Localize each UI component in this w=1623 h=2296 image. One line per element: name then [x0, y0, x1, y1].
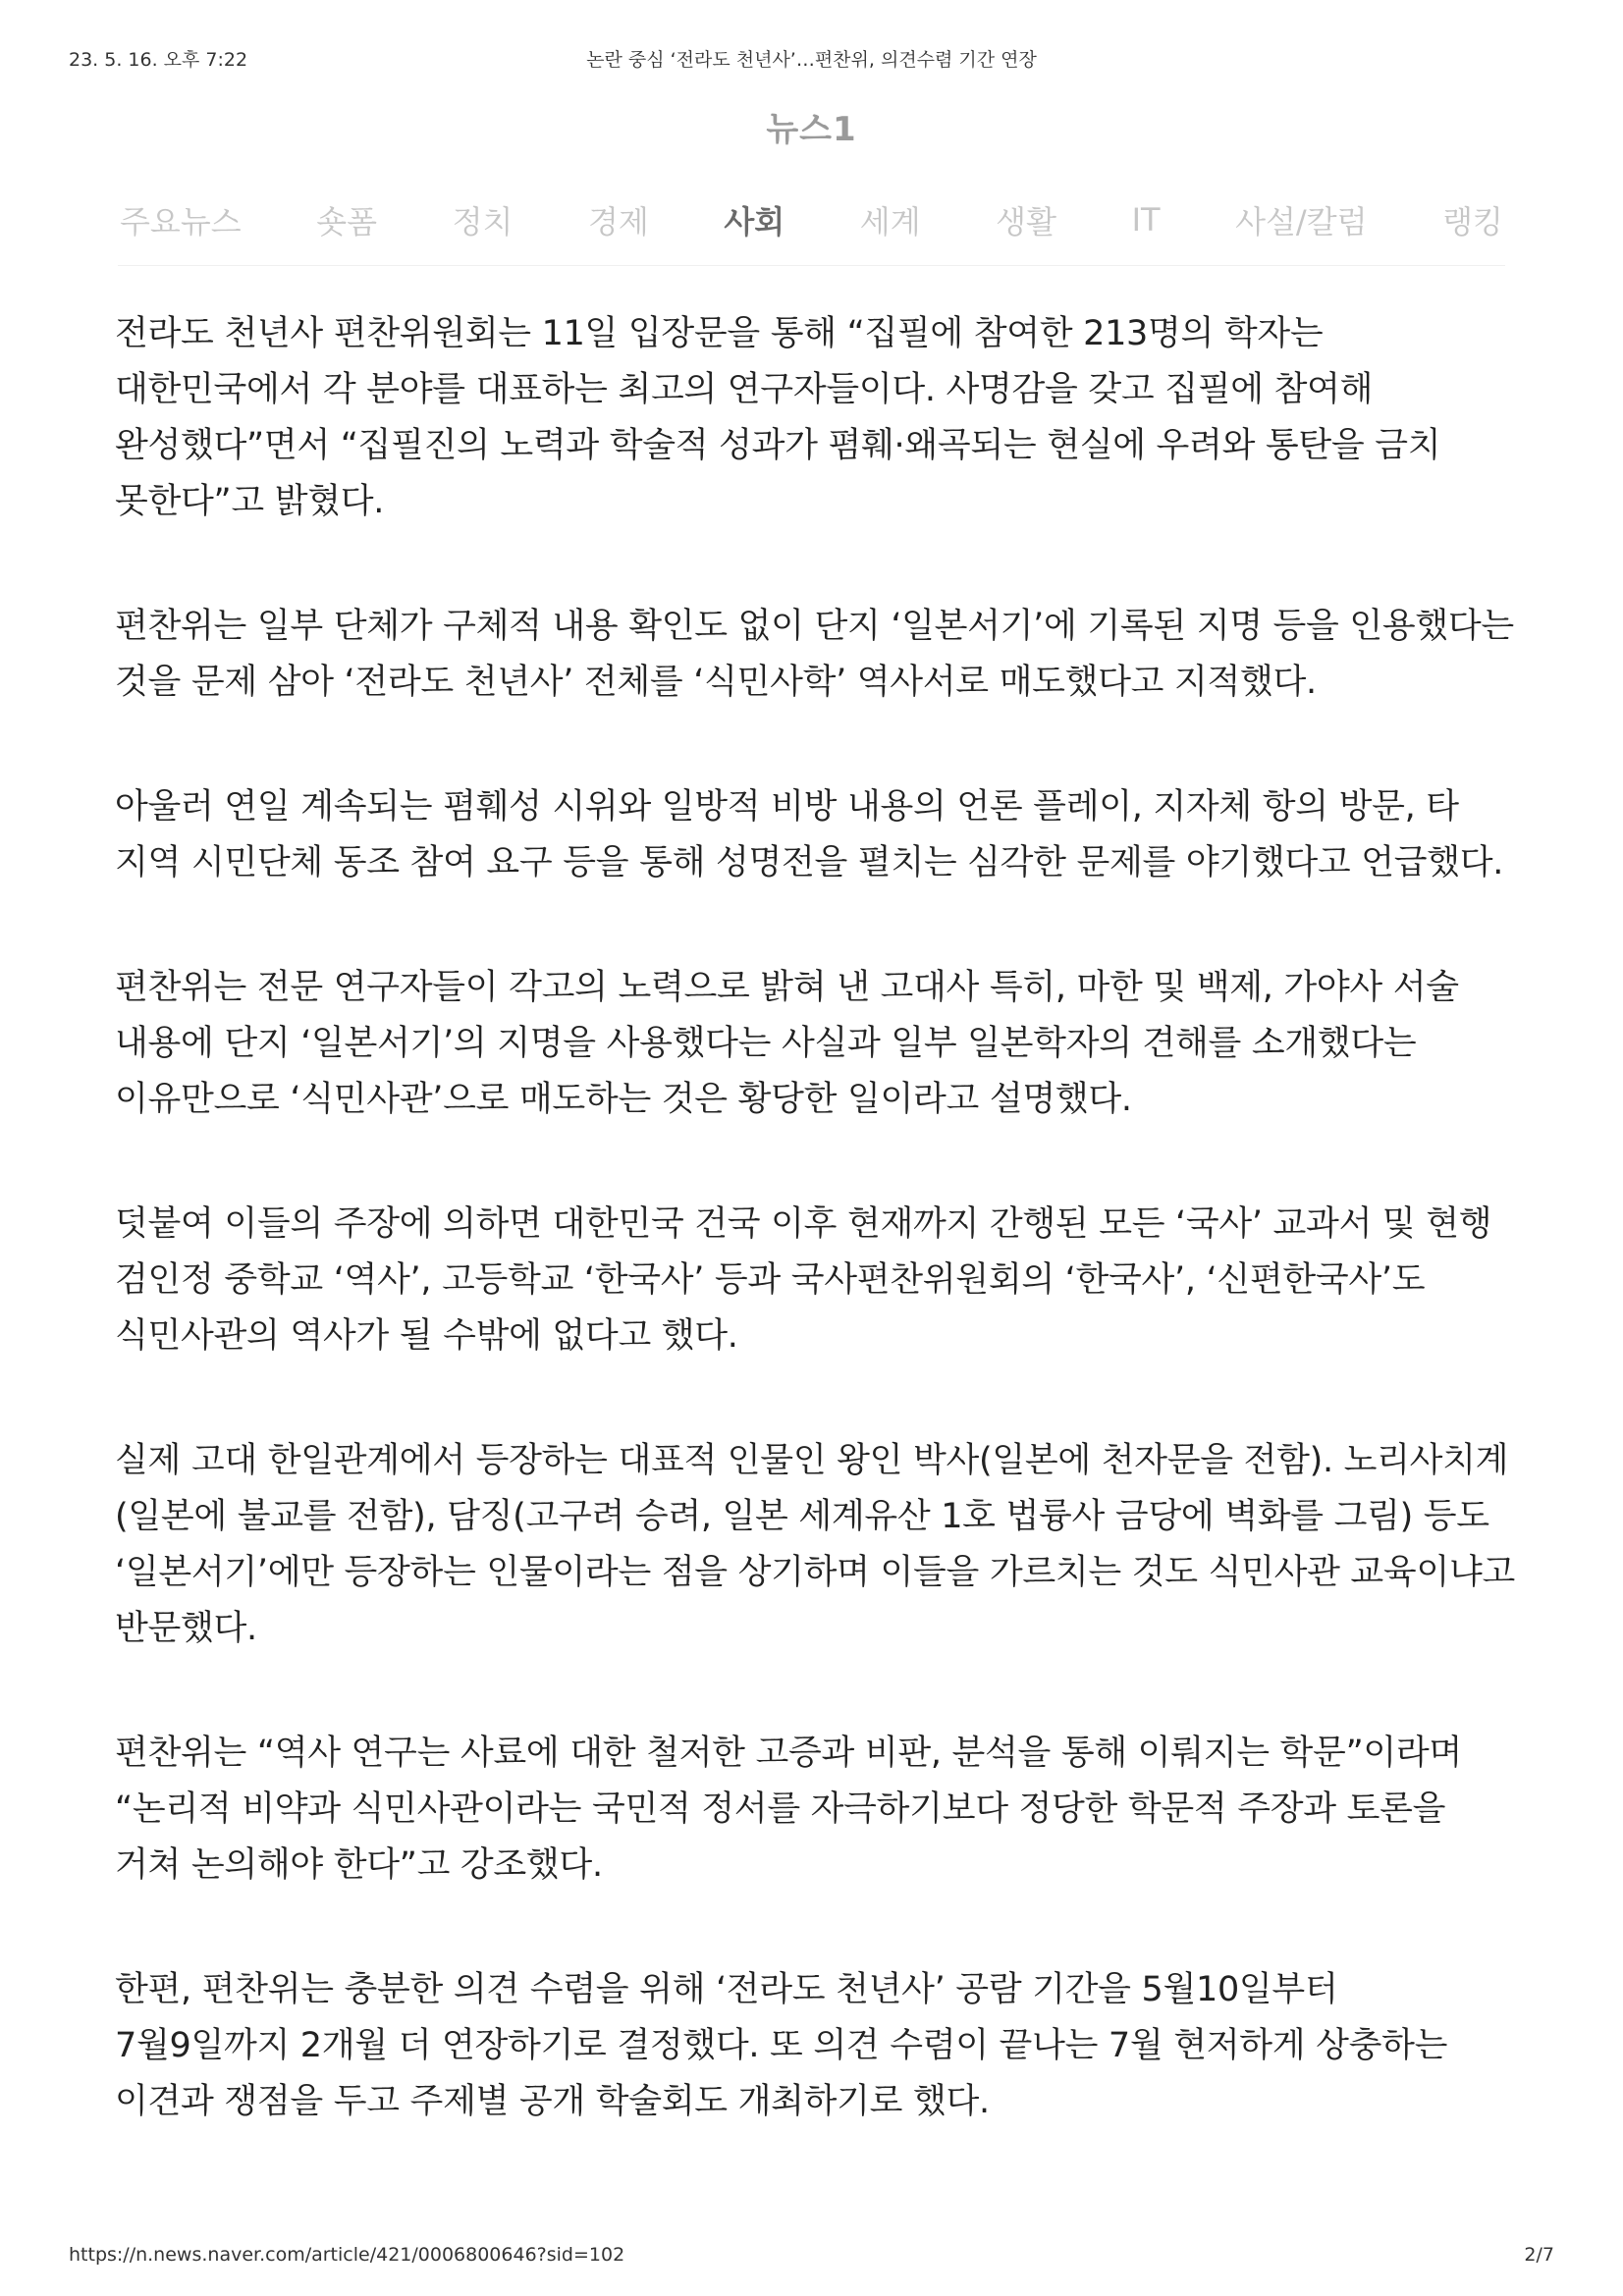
article-paragraph: 실제 고대 한일관계에서 등장하는 대표적 인물인 왕인 박사(일본에 천자문을 전함). 노리사치계(일본에 불교를 전함), 담징(고구려 승려, 일본 세계유산 1호 법륭사 금당에 벽화를 그림) 등도 ‘일본서기’에만 등장하는 인물이라는 점을 상기하며 이들을 가르치는 것도 식민사관 교육이냐고 반문했다. [115, 1441, 1515, 1648]
nav-item-ranking[interactable]: 랭킹 [1442, 203, 1503, 240]
print-date: 23. 5. 16. 오후 7:22 [69, 49, 248, 71]
nav-item-politics[interactable]: 정치 [452, 203, 514, 240]
article-paragraph: 아울러 연일 계속되는 폄훼성 시위와 일방적 비방 내용의 언론 플레이, 지자체 항의 방문, 타 지역 시민단체 동조 참여 요구 등을 통해 성명전을 펼치는 심각한 문제를 야기했다고 언급했다. [115, 787, 1504, 882]
print-header [69, 45, 1554, 75]
print-title: 논란 중심 ‘전라도 천년사’…편찬위, 의견수렴 기간 연장 [586, 49, 1037, 71]
article-paragraph: 편찬위는 “역사 연구는 사료에 대한 철저한 고증과 비판, 분석을 통해 이뤄지는 학문”이라며 “논리적 비약과 식민사관이라는 국민적 정서를 자극하기보다 정당한 학문적 주장과 토론을 거쳐 논의해야 한다”고 강조했다. [115, 1734, 1462, 1885]
article-paragraph: 덧붙여 이들의 주장에 의하면 대한민국 건국 이후 현재까지 간행된 모든 ‘국사’ 교과서 및 현행 검인정 중학교 ‘역사’, 고등학교 ‘한국사’ 등과 국사편찬위원회의 ‘한국사’, ‘신편한국사’도 식민사관의 역사가 될 수밖에 없다고 했다. [115, 1204, 1492, 1356]
category-nav [120, 192, 1503, 247]
nav-divider [118, 265, 1505, 266]
nav-item-life[interactable]: 생활 [996, 203, 1056, 240]
article-body [115, 306, 1521, 2199]
nav-item-shortform[interactable]: 숏폼 [316, 203, 378, 240]
nav-item-society[interactable]: 사회 [724, 203, 785, 240]
nav-item-it[interactable]: IT [1131, 201, 1161, 239]
nav-item-main-news[interactable]: 주요뉴스 [120, 203, 242, 240]
print-url: https://n.news.naver.com/article/421/0006800646?sid=102 [69, 2244, 625, 2266]
article-paragraph: 편찬위는 일부 단체가 구체적 내용 확인도 없이 단지 ‘일본서기’에 기록된 지명 등을 인용했다는 것을 문제 삼아 ‘전라도 천년사’ 전체를 ‘식민사학’ 역사서로 매도했다고 지적했다. [115, 607, 1514, 702]
article-paragraph: 편찬위는 전문 연구자들이 각고의 노력으로 밝혀 낸 고대사 특히, 마한 및 백제, 가야사 서술 내용에 단지 ‘일본서기’의 지명을 사용했다는 사실과 일부 일본학자의 견해를 소개했다는 이유만으로 ‘식민사관’으로 매도하는 것은 황당한 일이라고 설명했다. [115, 968, 1459, 1119]
nav-item-economy[interactable]: 경제 [588, 203, 649, 240]
article-paragraph: 한편, 편찬위는 충분한 의견 수렴을 위해 ‘전라도 천년사’ 공람 기간을 5월10일부터 7월9일까지 2개월 더 연장하기로 결정했다. 또 의견 수렴이 끝나는 7월 현저하게 상충하는 이견과 쟁점을 두고 주제별 공개 학술회도 개최하기로 했다. [115, 1970, 1448, 2121]
print-page-number: 2/7 [1524, 2244, 1554, 2266]
nav-item-world[interactable]: 세계 [859, 203, 921, 240]
article-paragraph: 전라도 천년사 편찬위원회는 11일 입장문을 통해 “집필에 참여한 213명의 학자는 대한민국에서 각 분야를 대표하는 최고의 연구자들이다. 사명감을 갖고 집필에 참여해 완성했다”면서 “집필진의 노력과 학술적 성과가 폄훼·왜곡되는 현실에 우려와 통탄을 금치 못한다”고 밝혔다. [115, 314, 1441, 521]
print-footer [69, 2244, 1554, 2271]
nav-item-opinion[interactable]: 사설/칼럼 [1235, 203, 1368, 240]
site-logo[interactable]: 뉴스1 [766, 110, 857, 149]
